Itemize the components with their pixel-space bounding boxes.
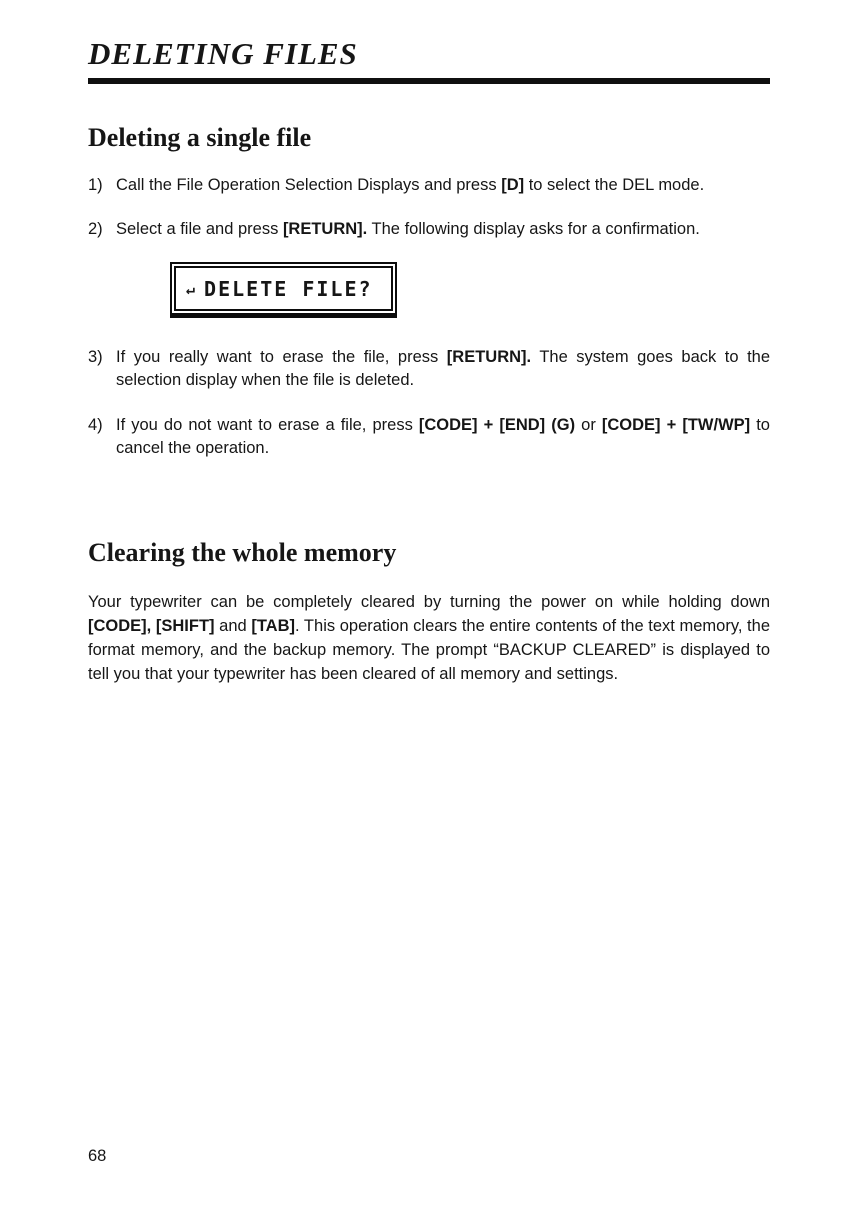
text-segment: to cancel the operation. <box>116 415 770 457</box>
text-segment: If you really want to erase the file, press <box>116 348 447 367</box>
lcd-display-box <box>170 262 397 318</box>
list-item <box>88 174 770 197</box>
text-segment: and <box>214 617 252 636</box>
section-heading: Deleting a single file <box>88 122 312 152</box>
text-segment: or <box>575 415 602 434</box>
text-segment: Call the File Operation Selection Displays and press <box>116 176 502 195</box>
list-item <box>88 218 770 241</box>
section-clearing-whole-memory <box>88 481 770 687</box>
section-deleting-single-file <box>88 84 770 481</box>
section-heading: Clearing the whole memory <box>88 537 397 567</box>
item-number: 4) <box>88 415 103 434</box>
item-text <box>116 218 770 241</box>
text-segment: If you do not want to erase a file, press <box>116 415 419 434</box>
key-label: [TAB] <box>251 617 296 636</box>
return-symbol-icon: ↵ <box>186 280 196 299</box>
page-number: 68 <box>88 1147 107 1165</box>
text-segment: to select the DEL mode. <box>524 176 705 195</box>
page-footer <box>88 1147 770 1222</box>
key-label: [D] <box>501 176 525 195</box>
item-text <box>116 174 770 197</box>
lcd-display-inner <box>174 266 393 311</box>
item-number: 3) <box>88 348 103 367</box>
key-label: [CODE], [SHIFT] <box>88 617 215 636</box>
text-segment: The following display asks for a confirmation. <box>367 220 700 239</box>
key-label: [CODE] + [END] (G) <box>418 415 576 434</box>
page-header-title: DELETING FILES <box>88 36 358 71</box>
list-item <box>88 346 770 392</box>
list-item <box>88 414 770 460</box>
item-number: 1) <box>88 176 103 195</box>
item-text <box>116 414 770 460</box>
key-label: [RETURN]. <box>446 348 532 367</box>
key-label: [CODE] + [TW/WP] <box>601 415 751 434</box>
lcd-display-text: DELETE FILE? <box>204 277 373 302</box>
body-paragraph <box>88 591 770 687</box>
text-segment: . This operation clears the entire contents of the text memory, the format memory, and the backup memory. The prompt “BACKUP CLEARED” is displayed to tell you that your typewriter has been cleared of all memory and settings. <box>88 617 770 684</box>
text-segment: Your typewriter can be completely cleared by turning the power on while holding down <box>88 593 770 612</box>
text-segment: Select a file and press <box>116 220 283 239</box>
item-text <box>116 346 770 392</box>
text-segment: The system goes back to the selection display when the file is deleted. <box>116 348 771 390</box>
page-header <box>88 38 770 84</box>
item-number: 2) <box>88 220 103 239</box>
key-label: [RETURN]. <box>282 220 368 239</box>
